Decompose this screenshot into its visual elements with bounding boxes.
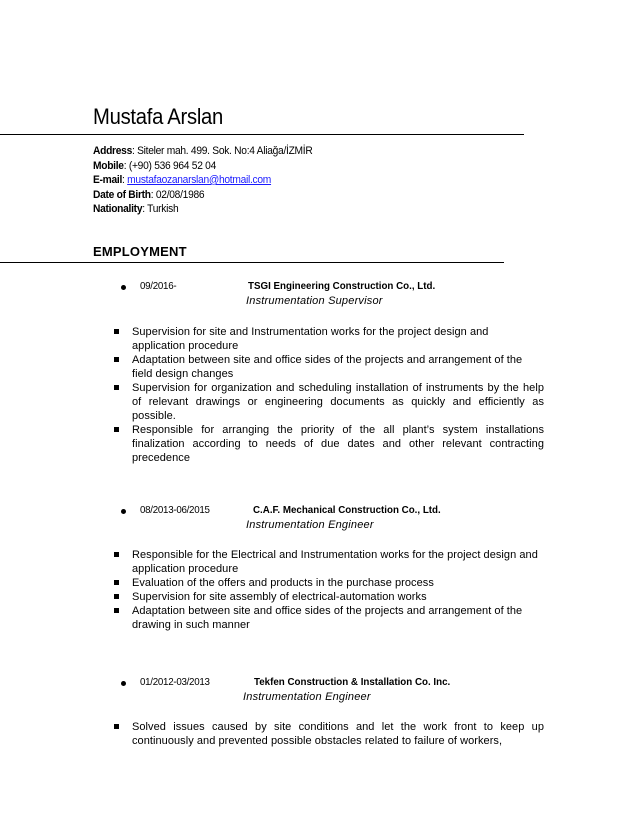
- mobile-row: [93, 159, 312, 174]
- duty-item: Supervision for organization and scheduling installation of instruments by the help of relevant drawings or engineering documents as quickly and efficiently as possible.: [114, 381, 544, 423]
- header-divider: [0, 134, 524, 135]
- job-company: TSGI Engineering Construction Co., Ltd.: [248, 280, 436, 292]
- bullet-dot-icon: [121, 509, 126, 514]
- duty-item: Adaptation between site and office sides of the projects and arrangement of the drawing in such manner: [114, 604, 544, 632]
- email-label: E-mail: [93, 174, 123, 186]
- job-header: [0, 676, 638, 713]
- square-bullet-icon: [114, 724, 119, 729]
- bullet-dot-icon: [121, 681, 126, 686]
- email-separator: :: [122, 174, 128, 186]
- job-date: 09/2016-: [140, 280, 177, 292]
- mobile-label: Mobile: [93, 159, 124, 172]
- duty-item: Solved issues caused by site conditions and let the work front to keep up continuously and prevented possible obstacles related to failure of workers,: [114, 720, 544, 748]
- job-duties-list: [114, 325, 544, 465]
- duty-item: Responsible for arranging the priority of the all plant’s system installations finalization according to needs of due dates and other relevant contracting precedence: [114, 423, 544, 465]
- square-bullet-icon: [114, 552, 119, 557]
- job-role: Instrumentation Engineer: [243, 691, 371, 703]
- job-date: 01/2012-03/2013: [140, 676, 210, 688]
- address-label: Address: [93, 145, 132, 157]
- address-row: [93, 144, 312, 159]
- job-company: C.A.F. Mechanical Construction Co., Ltd.: [253, 504, 441, 516]
- contact-info: [93, 144, 329, 217]
- nationality-row: [93, 202, 312, 217]
- duty-item: Adaptation between site and office sides of the projects and arrangement of the field design changes: [114, 353, 544, 381]
- square-bullet-icon: [114, 357, 119, 362]
- employment-heading: EMPLOYMENT: [93, 244, 187, 259]
- nationality-label: Nationality: [93, 203, 143, 215]
- square-bullet-icon: [114, 427, 119, 432]
- job-duties-list: [114, 548, 544, 632]
- duty-item: Supervision for site and Instrumentation works for the project design and application procedure: [114, 325, 544, 353]
- square-bullet-icon: [114, 329, 119, 334]
- job-header: [0, 280, 638, 317]
- job-role: Instrumentation Engineer: [246, 519, 374, 531]
- bullet-dot-icon: [121, 285, 126, 290]
- job-header: [0, 504, 638, 541]
- square-bullet-icon: [114, 608, 119, 613]
- employment-divider: [0, 262, 504, 263]
- duty-item: Supervision for site assembly of electrical-automation works: [114, 590, 544, 604]
- address-value: : Siteler mah. 499. Sok. No:4 Aliağa/İZMİR: [131, 145, 313, 157]
- square-bullet-icon: [114, 594, 119, 599]
- job-date: 08/2013-06/2015: [140, 504, 210, 516]
- duty-item: Evaluation of the offers and products in the purchase process: [114, 576, 544, 590]
- square-bullet-icon: [114, 385, 119, 390]
- email-link[interactable]: mustafaozanarslan@hotmail.com: [127, 174, 272, 186]
- email-row: [93, 173, 312, 188]
- job-duties-list: [114, 720, 544, 748]
- mobile-value: : (+90) 536 964 52 04: [123, 159, 216, 172]
- job-company: Tekfen Construction & Installation Co. Inc.: [254, 676, 451, 688]
- dob-value: : 02/08/1986: [150, 188, 205, 201]
- dob-row: [93, 188, 312, 203]
- candidate-name: Mustafa Arslan: [93, 104, 224, 129]
- nationality-value: : Turkish: [142, 203, 179, 215]
- dob-label: Date of Birth: [93, 188, 151, 201]
- job-role: Instrumentation Supervisor: [246, 295, 383, 307]
- duty-item: Responsible for the Electrical and Instrumentation works for the project design and application procedure: [114, 548, 544, 576]
- square-bullet-icon: [114, 580, 119, 585]
